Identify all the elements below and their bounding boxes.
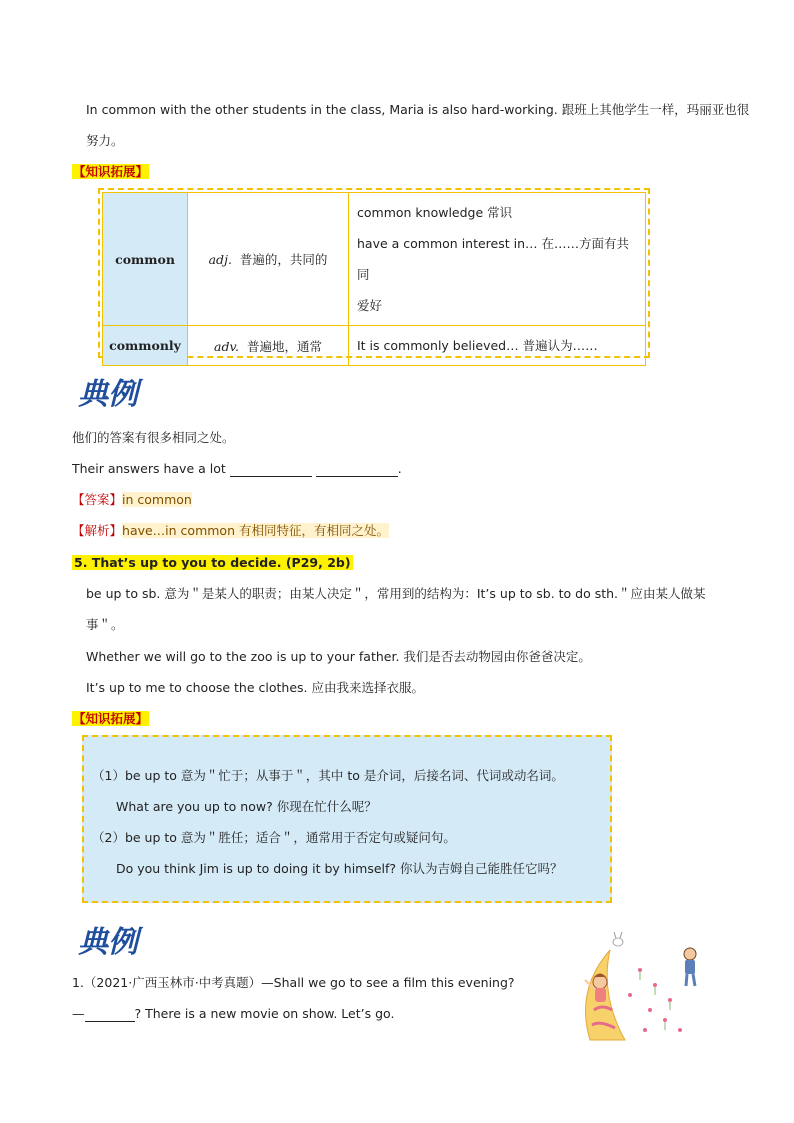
- point5-heading: 5. That’s up to you to decide. (P29, 2b): [74, 555, 351, 570]
- point5-example1: Whether we will go to the zoo is up to your father. 我们是否去动物园由你爸爸决定。: [86, 649, 591, 664]
- example-logo-graphic: [76, 372, 150, 412]
- knowledge-table: [98, 188, 650, 358]
- box2-item2: （2）be up to 意为＂胜任；适合＂，通常用于否定句或疑问句。: [92, 830, 456, 845]
- point5-explain-line1: be up to sb. 意为＂是某人的职责；由某人决定＂，常用到的结构为：It’s up to sb. to do sth.＂应由某人做某: [86, 586, 706, 601]
- point5-example2: It’s up to me to choose the clothes. 应由我来选择衣服。: [86, 680, 424, 695]
- example-logo: [76, 372, 150, 412]
- svg-text:典例: 典例: [78, 377, 138, 412]
- box2-item1: （1）be up to 意为＂忙于；从事于＂，其中 to 是介词，后接名词、代词或动名词。: [92, 768, 564, 783]
- table-row: [103, 326, 646, 366]
- box2-item2-example: Do you think Jim is up to doing it by himself? 你认为吉姆自己能胜任它吗？: [116, 861, 563, 876]
- table-pos: adj.: [208, 252, 232, 267]
- example2-q1-line2: — ? There is a new movie on show. Let’s go.: [72, 1006, 395, 1021]
- answer-blank[interactable]: [316, 464, 398, 477]
- point5-explain-line2: 事＂。: [86, 617, 124, 632]
- table-meaning: 普遍的，共同的: [239, 252, 328, 267]
- example1-question-cn: 他们的答案有很多相同之处。: [72, 430, 235, 445]
- table-row: [103, 193, 646, 326]
- answer-blank[interactable]: [85, 1009, 135, 1022]
- kids-on-moon-illustration: [570, 930, 720, 1055]
- intro-example-line1: In common with the other students in the class, Maria is also hard-working. 跟班上其他学生一样，玛丽亚也很: [86, 102, 750, 117]
- example1-analysis: [72, 523, 389, 539]
- analysis-value: have…in common 有相同特征，有相同之处。: [122, 523, 389, 538]
- table-example: common knowledge 常识: [357, 205, 513, 220]
- analysis-label: 【解析】: [72, 523, 123, 538]
- table-pos: adv.: [214, 338, 240, 354]
- table-examples: [349, 193, 646, 326]
- example2-q1-line1: 1.（2021·广西玉林市·中考真题）—Shall we go to see a film this evening?: [72, 975, 515, 990]
- table-pos-meaning: [188, 193, 349, 326]
- box2-item1-example: What are you up to now? 你现在忙什么呢？: [116, 799, 377, 814]
- expansion-label-2: 【知识拓展】: [73, 711, 149, 726]
- expansion-box: [82, 735, 612, 903]
- example-logo-graphic: [76, 920, 150, 960]
- table-word: commonly: [103, 326, 188, 366]
- answer-value: in common: [122, 492, 192, 507]
- table-example: It is commonly believed… 普遍认为……: [357, 338, 598, 353]
- answer-blank[interactable]: [230, 464, 312, 477]
- table-example: have a common interest in… 在……方面有共同: [357, 236, 629, 282]
- table-example: 爱好: [357, 298, 383, 313]
- expansion-label-1: 【知识拓展】: [73, 164, 149, 179]
- table-word: common: [103, 193, 188, 326]
- answer-label: 【答案】: [72, 492, 123, 507]
- example1-answer: [72, 492, 192, 508]
- decorative-illustration: [570, 930, 720, 1055]
- table-examples: [349, 326, 646, 366]
- example1-question-en: Their answers have a lot .: [72, 461, 402, 476]
- example-logo: [76, 920, 150, 960]
- table-pos-meaning: [188, 326, 349, 366]
- table-meaning: 普遍地，通常: [246, 338, 322, 354]
- intro-example-line2: 努力。: [86, 133, 124, 148]
- svg-text:典例: 典例: [78, 925, 138, 960]
